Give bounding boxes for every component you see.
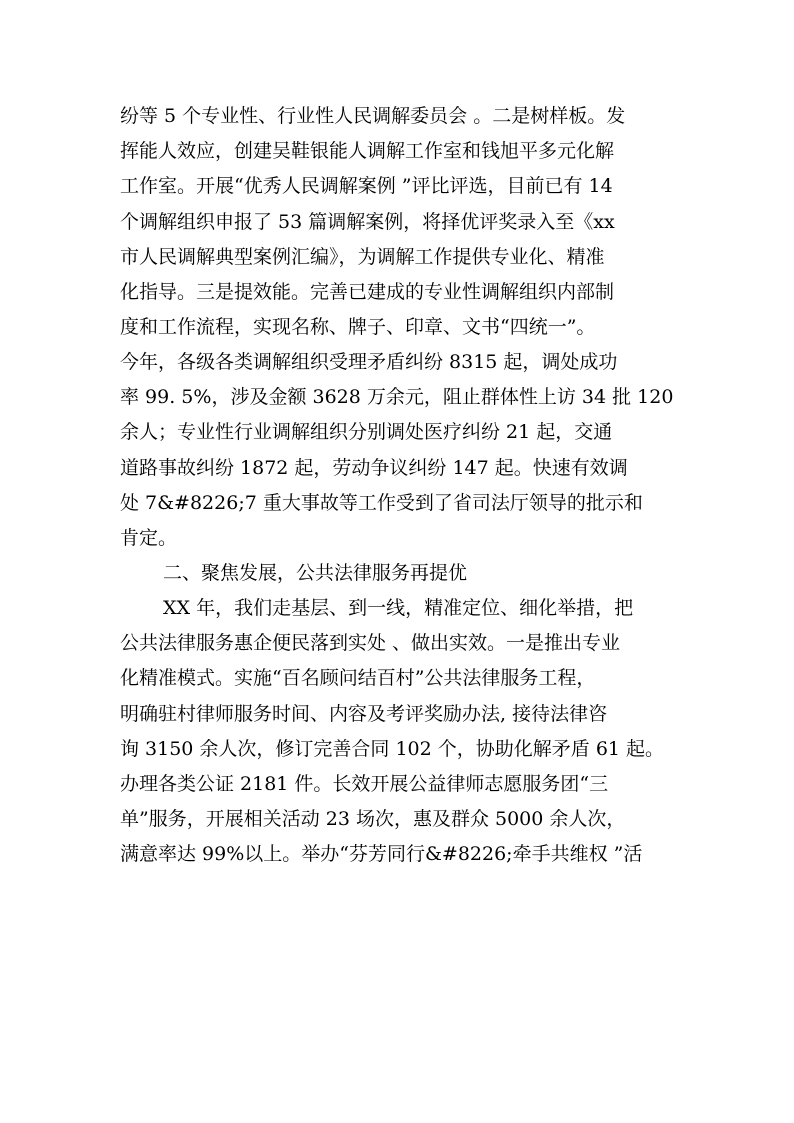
body-text-line: 肯定。 [120, 527, 178, 549]
body-text-line: 余人；专业性行业调解组织分别调处医疗纠纷 21 起，交通 [120, 421, 613, 443]
body-text-line: 单”服务，开展相关活动 23 场次，惠及群众 5000 余人次， [120, 808, 626, 830]
body-text-line: 挥能人效应，创建吴鞋银能人调解工作室和钱旭平多元化解 [120, 140, 615, 162]
body-text-line: XX 年，我们走基层、到一线，精准定位、细化举措，把 [163, 597, 634, 619]
body-text-line: 化指导。三是提效能。完善已建成的专业性调解组织内部制 [120, 281, 615, 303]
body-text-line: 市人民调解典型案例汇编》，为调解工作提供专业化、精准 [120, 246, 605, 268]
body-text-line: 明确驻村律师服务时间、内容及考评奖励办法, 接待法律咨 [120, 703, 608, 725]
body-text-line: 率 99. 5%，涉及金额 3628 万余元，阻止群体性上访 34 批 120 [120, 386, 674, 408]
section-heading: 二、聚焦发展，公共法律服务再提优 [163, 562, 468, 584]
body-text-line: 道路事故纠纷 1872 起，劳动争议纠纷 147 起。快速有效调 [120, 457, 628, 479]
body-text-line: 化精准模式。实施“百名顾问结百村”公共法律服务工程， [120, 667, 596, 689]
body-text-line: 今年，各级各类调解组织受理矛盾纠纷 8315 起，调处成功 [120, 351, 618, 373]
body-text-line: 工作室。开展“优秀人民调解案例 ”评比评选，目前已有 14 [120, 175, 613, 197]
body-text-line: 询 3150 余人次，修订完善合同 102 个，协助化解矛盾 61 起。 [120, 738, 665, 760]
body-text-line: 办理各类公证 2181 件。长效开展公益律师志愿服务团“三 [120, 773, 609, 795]
body-text-line: 处 7&#8226;7 重大事故等工作受到了省司法厅领导的批示和 [120, 492, 643, 514]
body-text-line: 纷等 5 个专业性、行业性人民调解委员会 。二是树样板。发 [120, 105, 626, 127]
body-text-line: 公共法律服务惠企便民落到实处 、做出实效。一是推出专业 [120, 632, 621, 654]
body-text-line: 度和工作流程，实现名称、牌子、印章、文书“四统一”。 [120, 316, 596, 338]
body-text-line: 个调解组织申报了 53 篇调解案例，将择优评奖录入至《xx [120, 211, 615, 233]
body-text-line: 满意率达 99%以上。举办“芬芳同行&#8226;牵手共维权 ”活 [120, 843, 643, 865]
